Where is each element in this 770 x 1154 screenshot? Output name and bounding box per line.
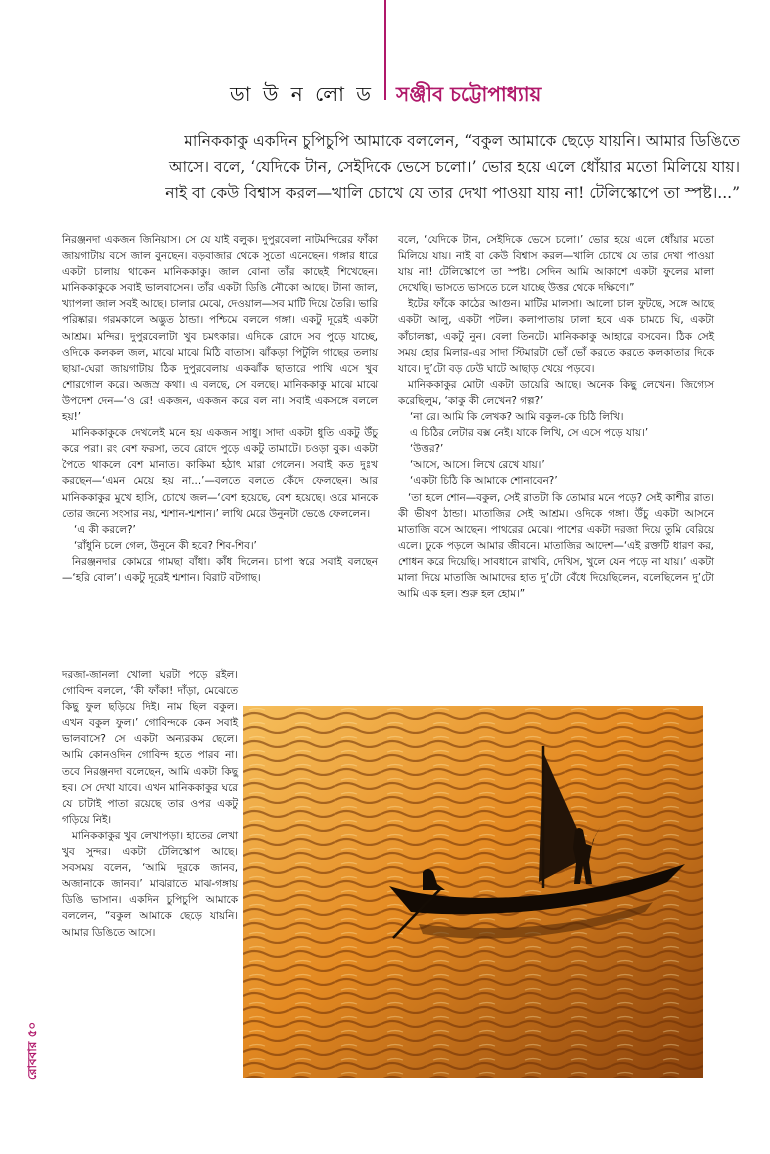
page-label: রোববার ৫০ <box>25 1021 39 1080</box>
dialogue-line: ‘রাঁধুনি চলে গেল, উনুনে কী হবে? শিব-শিব।’ <box>74 539 257 552</box>
author-name: সঞ্জীব চট্টোপাধ্যায় <box>396 82 542 106</box>
dialogue-line: ‘আসে, আসে। লিখে রেখে যায়।’ <box>410 459 545 472</box>
paragraph: নিরঞ্জনদা একজন জিনিয়াস। সে যে যাই বলুক। দুপুরবেলা নাটমন্দিরের ফাঁকা জায়গাটায় বসে জাল বুনছেন। বড়বাজার থেকে সুতো এনেছেন। গঙ্গার ধারে একটা চালায় থাকেন মানিককাকু। জাল বোনা তাঁর কাছেই শিখেছেন। মানিককাকুকে সবাই ভালবাসেন। তাঁর একটা ডিঙি নৌকো আছে। টানা জাল, খ্যাপলা জাল সবই আছে। চালার মেঝে, দেওয়াল—সব মাটি দিয়ে তৈরি। ভারি পরিষ্কার। গরমকালে অদ্ভুত ঠান্ডা। পশ্চিমে বললে গঙ্গা। একটু দূরেই একটা আশ্রম। মন্দির। দুপুরবেলাটা খুব চমৎকার। এদিকে রোদে সব পুড়ে যাচ্ছে, ওদিকে কলকল জল, মাঝে মাঝে মিঠি বাতাস। ঝাঁকড়া পিটুলি গাছের তলায় ছায়া-ঘেরা জায়গাটায় ঠিক দুপুরবেলায় একঝাঁক ছাতারে পাখি এসে খুব শোরগোল করে। অজস্র কথা। এ বলছে, সে বলছে। মানিককাকু মাঝে মাঝে উপদেশ দেন—‘ও রে! একজন, একজন করে বল না। সবাই একসঙ্গে বললে হয়!’ <box>62 234 378 424</box>
intro-line: মানিককাকু একদিন চুপিচুপি আমাকে বললেন, “বকুল আমাকে ছেড়ে যায়নি। আমার ডিঙিতে <box>184 132 740 150</box>
boat-silhouette-image <box>243 706 703 1078</box>
left-column <box>62 232 378 586</box>
page-number <box>18 1000 52 1080</box>
dialogue-line: ‘না রে। আমি কি লেখক? আমি বকুল-কে চিঠি লিখি। <box>410 411 624 424</box>
dialogue-line: ‘এ কী করলে?’ <box>74 523 136 536</box>
right-column <box>398 232 714 602</box>
intro-line: নাই বা কেউ বিশ্বাস করল—খালি চোখে যে তার দেখা পাওয়া যায় না! টেলিস্কোপে তা স্পষ্ট।...” <box>165 184 740 202</box>
intro-quote <box>60 128 740 206</box>
header-divider <box>384 0 386 100</box>
paragraph: ইটের ফাঁকে কাঠের আগুন। মাটির মালসা। আলো চাল ফুটছে, সঙ্গে আছে একটা আলু, একটা পটল। কলাপাতায় ঢালা হবে এক চামচে ঘি, একটা কাঁচালঙ্কা, একটু নুন। বেলা তিনটে। মানিককাকু আহারে বসবেন। ঠিক সেই সময় হোর মিলার-এর সাদা স্টিমারটা ভোঁ ভোঁ করতে করতে কলকাতার দিকে যাবে। দু’টো বড় ঢেউ ঘাটে আছাড় খেয়ে পড়বে। <box>398 298 714 375</box>
paragraph: নিরঞ্জনদার কোমরে গামছা বাঁধা। কাঁধ দিলেন। চাপা স্বরে সবাই বলছেন—‘হরি বোল’। একটু দূরেই শ্মশান। বিরাট বটগাছ। <box>62 555 378 584</box>
dialogue-line: এ চিঠির লেটার বক্স নেই। যাকে লিখি, সে এসে পড়ে যায়।’ <box>410 427 649 440</box>
paragraph: মানিককাকুর মোটা একটা ডায়েরি আছে। অনেক কিছু লেখেন। জিগ্যেস করেছিলুম, ‘কাকু কী লেখেন? গল্প?’ <box>398 378 714 407</box>
paragraph: মানিককাকুর খুব লেখাপড়া। হাতের লেখা খুব সুন্দর। একটা টেলিস্কোপ আছে। সবসময় বলেন, ‘আমি দূরকে জানব, অজানাকে জানব।’ মাঝরাতে মাঝ-গঙ্গায় ডিঙি ভাসান। একদিন চুপিচুপি আমাকে বললেন, “বকুল আমাকে ছেড়ে যায়নি। আমার ডিঙিতে আসে। <box>62 829 238 939</box>
dialogue-line: ‘উত্তর?’ <box>410 443 444 456</box>
section-label: ডা উ ন লো ড <box>229 82 374 106</box>
river-boat-photo <box>243 706 703 1078</box>
paragraph: মানিককাকুকে দেখলেই মনে হয় একজন সাধু। সাদা একটা ধুতি একটু উঁচু করে পরা। রং বেশ ফরসা, তবে রোদে পুড়ে একটু তামাটে। চওড়া বুক। একটা পৈতে থাকলে বেশ মানাত। কাকিমা হঠাৎ মারা গেলেন। সবাই কত দুঃখ করছেন—‘এমন মেয়ে হয় না...’—বলতে বলতে কেঁদে ফেলছেন। আর মানিককাকুর মুখে হাসি, চোখে জল—‘বেশ হয়েছে, বেশ হয়েছে। ওরে মানকে তোর জন্যে সংসার নয়, শ্মশান-শ্মশান।’ লাথি মেরে উনুনটা ভেঙে ফেললেন। <box>62 427 378 520</box>
narrow-column <box>62 667 238 941</box>
paragraph: দরজা-জানলা খোলা ঘরটা পড়ে রইল। গোবিন্দ বললে, ‘কী ফাঁকা! দাঁড়া, মেঝেতে কিছু ফুল ছড়িয়ে দিই। নাম ছিল বকুল। এখন বকুল ফুল।’ গোবিন্দকে কেন সবাই ভালবাসে? সে একটা অন্যরকম ছেলে। আমি কোনওদিন গোবিন্দ হতে পারব না। তবে নিরঞ্জনদা বলেছেন, আমি একটা কিছু হব। সে দেখা যাবে। এখন মানিককাকুর ঘরে যে চাটাই পাতা রয়েছে তার ওপর একটু গড়িয়ে নিই। <box>62 669 238 826</box>
paragraph: ‘তা হলে শোন—বকুল, সেই রাতটা কি তোমার মনে পড়ে? সেই কাশীর রাত। কী ভীষণ ঠান্ডা। মাতাজির সেই আশ্রম। ওদিকে গঙ্গা। উঁচু একটা আসনে মাতাজি বসে আছেন। পাথরের মেঝে। পাশের একটা দরজা দিয়ে তুমি বেরিয়ে এলে। ঢুকে পড়লে আমার জীবনে। মাতাজির আদেশ—‘এই রক্তটি ধারণ কর, শোধন করে দিয়েছি। সাবধানে রাখবি, দেখিস, খুলে যেন পড়ে না যায়।’ একটা মালা দিয়ে মাতাজি আমাদের হাত দু’টো বেঁধে দিয়েছিলেন, বলেছিলেন দু’টো আমি এক হল। শুরু হল হোম।” <box>398 491 714 601</box>
intro-line: আসে। বলে, ‘যেদিকে টান, সেইদিকে ভেসে চলো।’ ভোর হয়ে এলে ধোঁয়ার মতো মিলিয়ে যায়। <box>168 158 740 176</box>
paragraph: বলে, ‘যেদিকে টান, সেইদিকে ভেসে চলো।’ ভোর হয়ে এলে ধোঁয়ার মতো মিলিয়ে যায়। নাই বা কেউ বিশ্বাস করল—খালি চোখে যে তার দেখা পাওয়া যায় না! টেলিস্কোপে তা স্পষ্ট। সেদিন আমি আকাশে একটা ফুলের মালা দেখেছি। ভাসতে ভাসতে চলে যাচ্ছে উত্তর থেকে দক্ষিণে।” <box>398 234 714 295</box>
dialogue-line: ‘একটা চিঠি কি আমাকে শোনাবেন?’ <box>410 475 558 488</box>
